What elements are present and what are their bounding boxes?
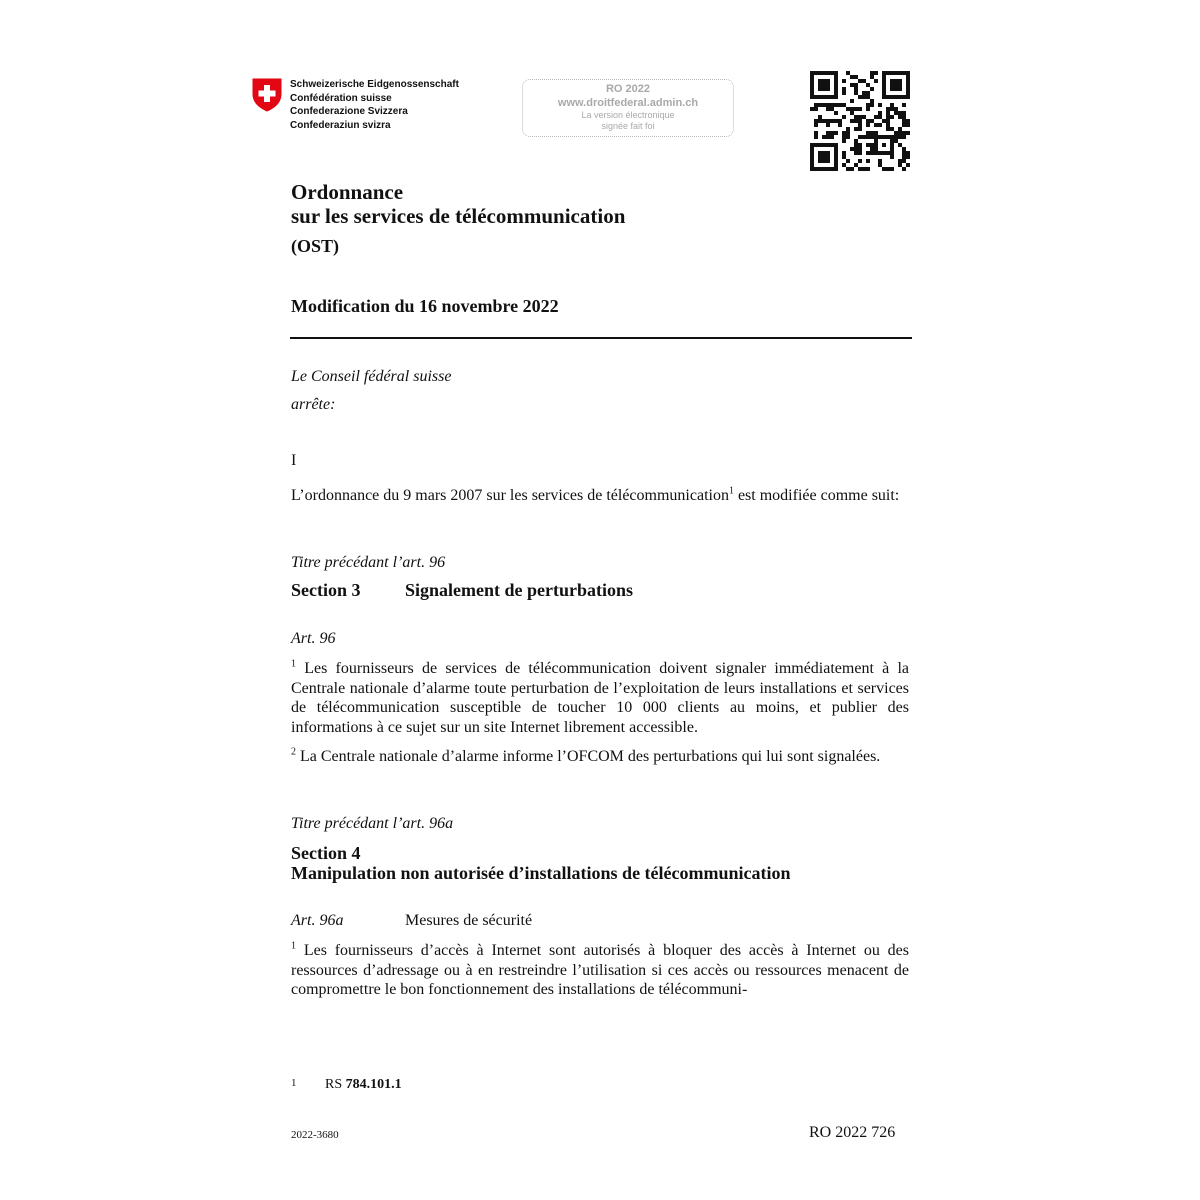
title-abbreviation: (OST) [291, 236, 340, 256]
article-96-para-1 [291, 659, 909, 737]
para-number: 2 [291, 746, 296, 758]
document-title [291, 180, 625, 228]
government-names [290, 78, 459, 132]
part-numeral: I [291, 452, 297, 469]
section3-title: Signalement de perturbations [405, 580, 634, 600]
gov-name-it: Confederazione Svizzera [290, 106, 408, 117]
para-number: 1 [291, 658, 296, 670]
section3-preceding-note: Titre précédant l’art. 96 [291, 554, 446, 571]
para-text: Les fournisseurs d’accès à Internet sont autorisés à bloquer des accès à Internet ou des ressources d’adressage ou à en restreindre l’utilisation si ces accès ou ressources menacent de compromettre le bon fonctionnement des installations de télécommuni- [291, 942, 909, 998]
swiss-crest-icon [252, 78, 282, 112]
section3-heading [291, 580, 633, 601]
article-96-para-2 [291, 747, 909, 767]
section4-title: Manipulation non autorisée d’installations de télécommunication [291, 863, 791, 883]
footnote-ref[interactable]: 1 [728, 485, 734, 497]
title-line-2: sur les services de télécommunication [291, 204, 626, 228]
preamble-authority: Le Conseil fédéral suisse [291, 368, 452, 385]
para-number: 1 [291, 940, 296, 952]
section3-number: Section 3 [291, 580, 361, 600]
gov-name-rm: Confederaziun svizra [290, 119, 391, 131]
footnote-ref-link[interactable]: 784.101.1 [345, 1077, 402, 1092]
stamp-ro: RO 2022 [605, 83, 651, 95]
stamp-note-1: La version électronique [581, 110, 675, 120]
intro-text: L’ordonnance du 9 mars 2007 sur les services de télécommunication [291, 487, 729, 504]
footnote [291, 1077, 402, 1093]
footnote-prefix: RS [325, 1077, 346, 1092]
qr-code-icon [810, 71, 910, 171]
para-text: La Centrale nationale d’alarme informe l’OFCOM des perturbations qui lui sont signalées. [296, 748, 881, 765]
title-line-1: Ordonnance [291, 180, 404, 204]
article-96a-number: Art. 96a [291, 912, 344, 929]
stamp-url: www.droitfederal.admin.ch [557, 97, 699, 109]
modification-date: Modification du 16 novembre 2022 [291, 296, 559, 316]
title-divider [290, 337, 912, 339]
article-96-heading: Art. 96 [291, 630, 336, 647]
official-compilation-ref: RO 2022 726 [809, 1124, 896, 1141]
footnote-number: 1 [291, 1077, 297, 1089]
intro-text-end: est modifiée comme suit: [733, 487, 900, 504]
intro-paragraph [291, 486, 909, 506]
gov-name-de: Schweizerische Eidgenossenschaft [290, 79, 459, 90]
section4-heading [291, 843, 791, 883]
stamp-note-2: signée fait foi [601, 121, 655, 131]
preamble-decrees: arrête: [291, 396, 336, 413]
section4-number: Section 4 [291, 843, 361, 863]
document-number: 2022-3680 [291, 1129, 339, 1141]
section4-preceding-note: Titre précédant l’art. 96a [291, 815, 454, 832]
article-96a-title: Mesures de sécurité [405, 912, 533, 929]
article-96a-heading [291, 912, 532, 930]
official-stamp [522, 79, 734, 137]
gov-name-fr: Confédération suisse [290, 92, 392, 104]
article-96a-para-1 [291, 941, 909, 1000]
para-text: Les fournisseurs de services de télécommunication doivent signaler immédiatement à la Centrale nationale d’alarme toute perturbation de l’exploitation de leurs installations et services de télécommunication susceptible de toucher 10 000 clients au moins, et publier des informations à ce sujet sur un site Internet librement accessible. [291, 660, 909, 736]
